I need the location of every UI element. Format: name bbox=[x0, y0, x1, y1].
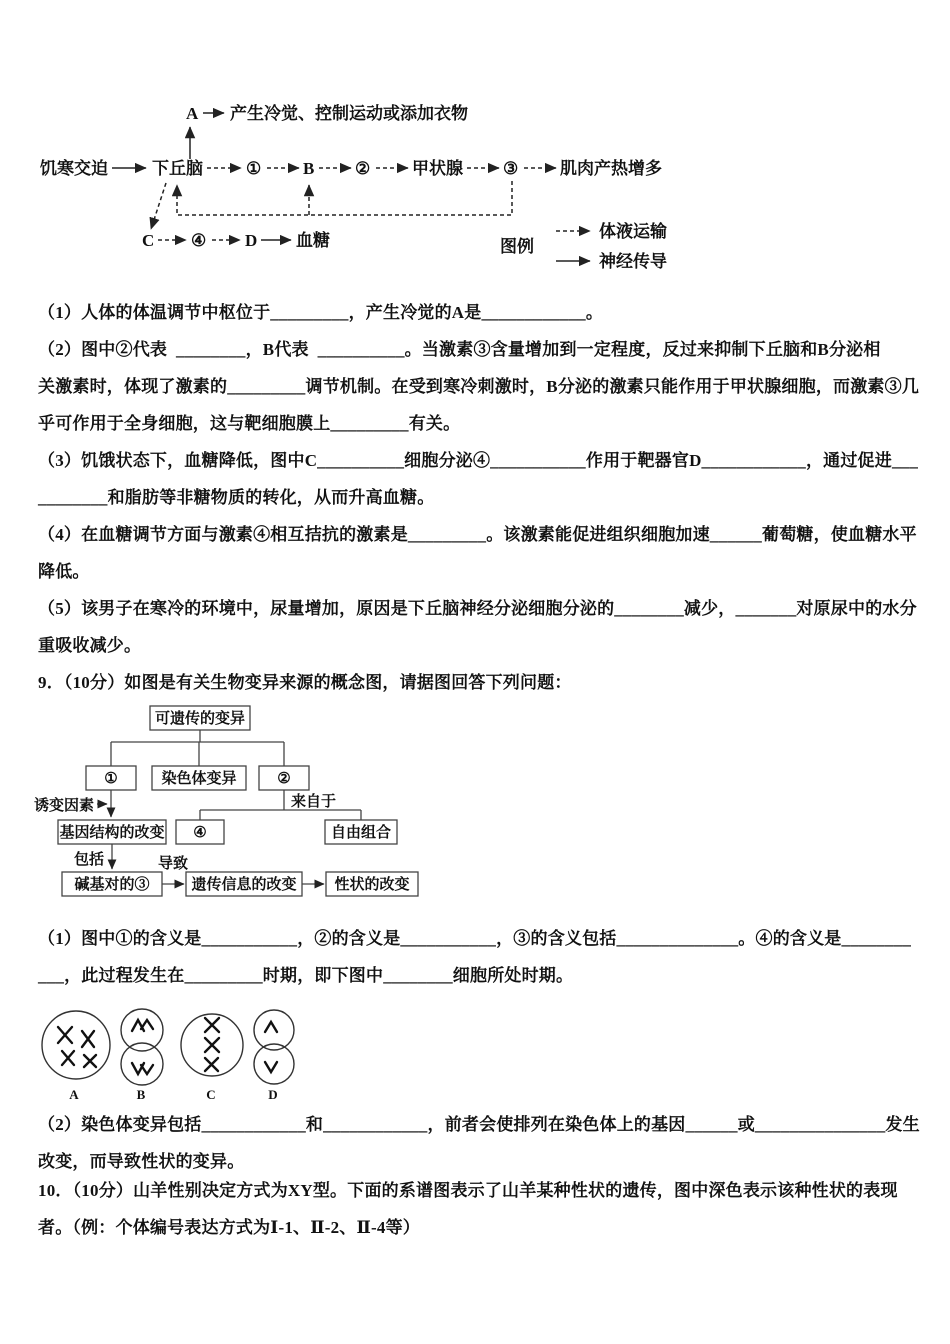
node-b: B bbox=[303, 159, 315, 178]
question-10-text bbox=[38, 1172, 920, 1246]
node-c1: ① bbox=[246, 159, 262, 178]
q9-2-line: （2）染色体变异包括____________和____________，前者会使排列在染色体上的基因______或_______________发生 bbox=[38, 1115, 920, 1134]
node-a: A bbox=[186, 104, 199, 123]
cell-diagram-b bbox=[121, 1009, 163, 1085]
label-chromosome-variation: 染色体变异 bbox=[161, 771, 237, 787]
circle2-branch-connectors bbox=[200, 790, 361, 820]
node-a-target: 产生冷觉、控制运动或添加衣物 bbox=[230, 104, 468, 123]
node-hypothalamus: 下丘脑 bbox=[152, 159, 203, 178]
cell-label-d: D bbox=[268, 1087, 278, 1102]
tree-connectors bbox=[111, 730, 284, 766]
label-mutagen: 诱变因素 bbox=[34, 798, 95, 814]
q8-2-line: 乎可作用于全身细胞，这与靶细胞膜上_________有关。 bbox=[38, 414, 461, 433]
q8-1-line: （1）人体的体温调节中枢位于_________，产生冷觉的A是____________。 bbox=[38, 303, 604, 322]
q8-3-line: （3）饥饿状态下，血糖降低，图中C__________细胞分泌④___________作用于靶器官D____________，通过促进___ bbox=[38, 451, 919, 470]
node-stimulus: 饥寒交迫 bbox=[40, 159, 108, 178]
node-thyroid: 甲状腺 bbox=[412, 159, 463, 178]
q9-2-line: 改变，而导致性状的变异。 bbox=[38, 1152, 245, 1171]
label-free-combination: 自由组合 bbox=[330, 825, 392, 841]
label-include: 包括 bbox=[73, 852, 104, 868]
q9-1-line: ___，此过程发生在_________时期，即下图中________细胞所处时期。 bbox=[38, 966, 574, 985]
q8-3-line: ________和脂肪等非糖物质的转化，从而升高血糖。 bbox=[38, 488, 435, 507]
q8-4-line: （4）在血糖调节方面与激素④相互拮抗的激素是_________。该激素能促进组织细胞加速______葡萄糖，使血糖水平 bbox=[38, 525, 917, 544]
arrow-hypothalamus-to-c bbox=[151, 183, 166, 229]
feedback-to-hypothalamus bbox=[177, 181, 512, 215]
label-circle2: ② bbox=[277, 771, 291, 787]
node-c3: ③ bbox=[503, 159, 519, 178]
cell-label-a: A bbox=[69, 1087, 79, 1102]
hormone-regulation-flowchart bbox=[0, 95, 950, 290]
q9-heading: 9．（10分）如图是有关生物变异来源的概念图，请据图回答下列问题： bbox=[38, 673, 572, 692]
legend-dashed-label: 体液运输 bbox=[599, 222, 667, 241]
cell-diagram-c bbox=[181, 1014, 243, 1076]
node-c2: ② bbox=[355, 159, 371, 178]
cell-diagram-d bbox=[254, 1010, 294, 1084]
cell-label-b: B bbox=[136, 1087, 146, 1102]
q8-4-line: 降低。 bbox=[38, 562, 90, 581]
q8-2-line: （2）图中②代表 ________，B代表 __________。当激素③含量增加到一定程度，反过来抑制下丘脑和B分泌相 bbox=[38, 340, 881, 359]
q8-5-line: 重吸收减少。 bbox=[38, 636, 142, 655]
q8-2-line: 关激素时，体现了激素的_________调节机制。在受到寒冷刺激时，B分泌的激素只能作用于甲状腺细胞，而激素③几 bbox=[38, 377, 920, 396]
question-9-2-text bbox=[38, 1106, 920, 1180]
label-basepair-circle3: 碱基对的③ bbox=[74, 877, 150, 893]
cell-diagram-a bbox=[42, 1011, 110, 1079]
question-8-text bbox=[38, 294, 920, 701]
label-comes-from: 来自于 bbox=[291, 794, 337, 810]
q10-line: 者。（例：个体编号表达方式为Ⅰ-1、Ⅱ-2、Ⅱ-4等） bbox=[38, 1218, 420, 1237]
node-c4: ④ bbox=[191, 231, 207, 250]
legend-solid-label: 神经传导 bbox=[599, 252, 667, 271]
label-circle1: ① bbox=[104, 771, 118, 787]
cell-label-c: C bbox=[206, 1087, 216, 1102]
label-trait-change: 性状的改变 bbox=[334, 877, 410, 893]
label-gene-structure-change: 基因结构的改变 bbox=[59, 825, 165, 841]
node-d: D bbox=[245, 231, 258, 250]
q9-1-line: （1）图中①的含义是___________，②的含义是___________，③的含义包括______________。④的含义是________ bbox=[38, 929, 912, 948]
cell-division-diagrams bbox=[0, 1003, 950, 1103]
node-muscle: 肌肉产热增多 bbox=[560, 159, 662, 178]
q8-5-line: （5）该男子在寒冷的环境中，尿量增加，原因是下丘脑神经分泌细胞分泌的________减少，_______对原尿中的水分 bbox=[38, 599, 917, 618]
label-cause: 导致 bbox=[157, 856, 189, 872]
q10-line: 10．（10分）山羊性别决定方式为XY型。下面的系谱图表示了山羊某种性状的遗传，图中深色表示该种性状的表现 bbox=[38, 1181, 898, 1200]
node-c: C bbox=[142, 231, 155, 250]
node-blood-sugar: 血糖 bbox=[296, 231, 330, 250]
label-heritable-variation: 可遗传的变异 bbox=[154, 711, 246, 727]
variation-concept-map bbox=[0, 698, 950, 910]
legend-title: 图例 bbox=[500, 237, 534, 256]
label-genetic-info-change: 遗传信息的改变 bbox=[191, 877, 297, 893]
question-9-1-text bbox=[38, 920, 920, 994]
label-circle4: ④ bbox=[193, 825, 207, 841]
